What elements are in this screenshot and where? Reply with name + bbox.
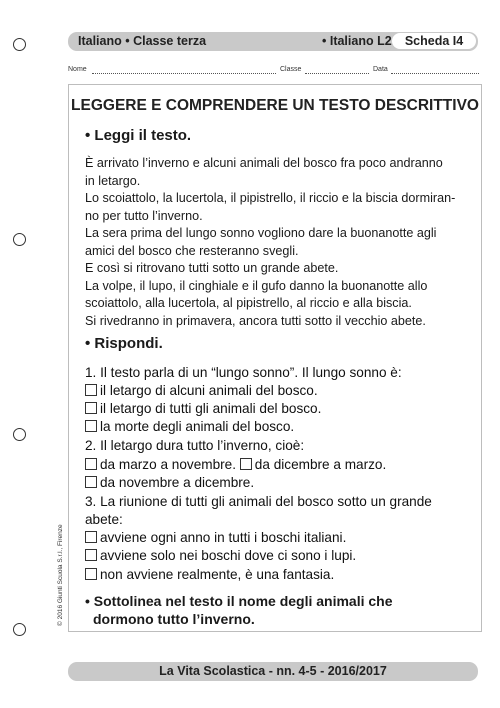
q1-option[interactable]: il letargo di alcuni animali del bosco. (85, 382, 318, 400)
binder-hole-icon (13, 428, 26, 441)
underline-instruction: • Sottolinea nel testo il nome degli animali che (85, 593, 393, 609)
underline-instruction-cont: dormono tutto l’inverno. (93, 611, 255, 627)
checkbox-icon[interactable] (85, 420, 97, 432)
question-3: 3. La riunione di tutti gli animali del bosco sotto un grande (85, 494, 432, 509)
exercise-box (68, 84, 482, 632)
checkbox-icon[interactable] (85, 402, 97, 414)
checkbox-icon[interactable] (85, 458, 97, 470)
copyright-text: © 2016 Giunti Scuola S.r.l., Firenze (57, 524, 64, 626)
sheet-badge: Scheda I4 (392, 33, 476, 49)
page-title: LEGGERE E COMPRENDERE UN TESTO DESCRITTIVO (71, 97, 479, 114)
answer-heading: • Rispondi. (85, 335, 163, 352)
q3-option[interactable]: non avviene realmente, è una fantasia. (85, 566, 334, 584)
checkbox-icon[interactable] (85, 384, 97, 396)
checkbox-icon[interactable] (85, 549, 97, 561)
binder-hole-icon (13, 233, 26, 246)
question-2: 2. Il letargo dura tutto l’inverno, cioè: (85, 438, 305, 453)
binder-hole-icon (13, 623, 26, 636)
level-label: • Italiano L2 (322, 34, 392, 48)
question-1: 1. Il testo parla di un “lungo sonno”. Il lungo sonno è: (85, 365, 402, 380)
q2-option[interactable]: da marzo a novembre. da dicembre a marzo. (85, 456, 386, 474)
q1-option[interactable]: il letargo di tutti gli animali del bosco. (85, 400, 321, 418)
binder-hole-icon (13, 38, 26, 51)
checkbox-icon[interactable] (85, 531, 97, 543)
checkbox-icon[interactable] (240, 458, 252, 470)
subject-label: Italiano • Classe terza (78, 34, 207, 48)
name-label: Nome (68, 66, 87, 73)
class-field[interactable] (305, 73, 369, 74)
checkbox-icon[interactable] (85, 568, 97, 580)
read-heading: • Leggi il testo. (85, 127, 192, 144)
reading-text: È arrivato l’inverno e alcuni animali del bosco fra poco andranno in letargo. Lo scoiattolo, la lucertola, il pipistrello, il riccio e la biscia dormiran- no per tutto l’inverno. La sera prima del lungo sonno vogliono dare la buonanotte agli amici del bosco che resteranno svegli. E così si ritrovano tutti sotto un grande abete. La volpe, il lupo, il cinghiale e il gufo danno la buonanotte allo scoiattolo, alla lucertola, al pipistrello, al riccio e alla biscia. Si rivedranno in primavera, ancora tutti sotto il vecchio abete. (85, 156, 456, 328)
header-bar (68, 32, 478, 51)
footer-bar: La Vita Scolastica - nn. 4-5 - 2016/2017 (68, 662, 478, 681)
checkbox-icon[interactable] (85, 476, 97, 488)
q3-option[interactable]: avviene ogni anno in tutti i boschi italiani. (85, 529, 346, 547)
q3-option[interactable]: avviene solo nei boschi dove ci sono i lupi. (85, 547, 356, 565)
question-3-cont: abete: (85, 512, 123, 527)
q1-option[interactable]: la morte degli animali del bosco. (85, 418, 294, 436)
date-field[interactable] (391, 73, 479, 74)
q2-option[interactable]: da novembre a dicembre. (85, 474, 254, 492)
date-label: Data (373, 66, 388, 73)
name-field[interactable] (92, 73, 276, 74)
class-label: Classe (280, 66, 302, 73)
